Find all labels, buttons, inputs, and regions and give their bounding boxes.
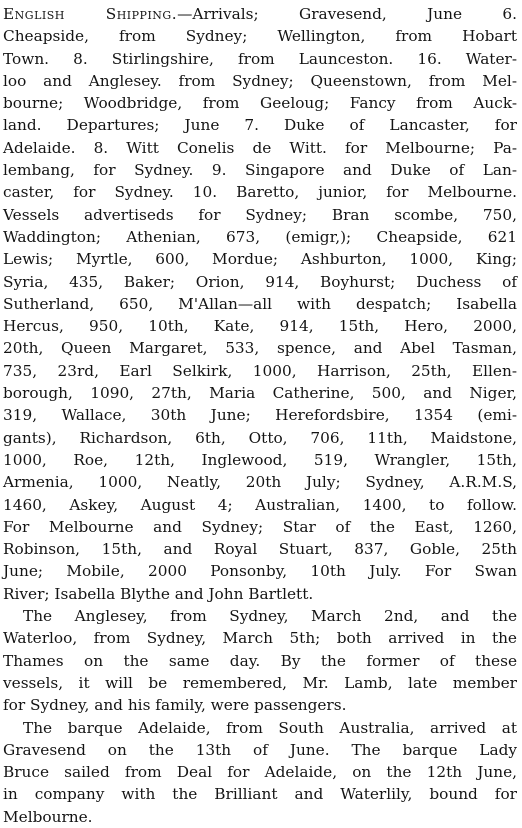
text-line: Gravesend on the 13th of June. The barque Lady	[3, 740, 517, 759]
text-line: land. Departures; June 7. Duke of Lancaster, for	[3, 116, 517, 135]
text-line: vessels, it will be remembered, Mr. Lamb, late member	[3, 673, 517, 692]
text-line: 319, Wallace, 30th June; Herefordsbire, 1354 (emi-	[3, 406, 517, 425]
text-line: loo and Anglesey. from Sydney; Queenstown, from Mel-	[3, 71, 517, 90]
text-line: Vessels advertiseds for Sydney; Bran scombe, 750,	[3, 205, 517, 224]
text-line: 1000, Roe, 12th, Inglewood, 519, Wrangler, 15th,	[3, 450, 517, 469]
text-line: Waddington; Athenian, 673, (emigr,); Cheapside, 621	[3, 227, 517, 246]
text-line: For Melbourne and Sydney; Star of the East, 1260,	[3, 517, 517, 536]
text-line: lembang, for Sydney. 9. Singapore and Duke of Lan-	[3, 161, 517, 180]
newspaper-column	[3, 3, 517, 828]
text-line: June; Mobile, 2000 Ponsonby, 10th July. For Swan	[3, 562, 517, 581]
text-line: River; Isabella Blythe and John Bartlett.	[3, 584, 314, 603]
text-line: Hercus, 950, 10th, Kate, 914, 15th, Hero, 2000,	[3, 317, 517, 336]
text-line: borough, 1090, 27th, Maria Catherine, 500, and Niger,	[3, 384, 517, 403]
text-line: Bruce sailed from Deal for Adelaide, on the 12th June,	[3, 763, 517, 782]
text-line: for Sydney, and his family, were passengers.	[3, 696, 347, 715]
text-line: 20th, Queen Margaret, 533, spence, and Abel Tasman,	[3, 339, 517, 358]
text-line: Robinson, 15th, and Royal Stuart, 837, Goble, 25th	[3, 540, 517, 559]
text-line: bourne; Woodbridge, from Geeloug; Fancy from Auck-	[3, 94, 517, 113]
text-line: Adelaide. 8. Witt Conelis de Witt. for Melbourne; Pa-	[3, 138, 517, 157]
text-line: 735, 23rd, Earl Selkirk, 1000, Harrison, 25th, Ellen-	[3, 361, 517, 380]
text-line: Armenia, 1000, Neatly, 20th July; Sydney, A.R.M.S,	[3, 473, 517, 492]
text-line: gants), Richardson, 6th, Otto, 706, 11th, Maidstone,	[3, 428, 517, 447]
text-line: The barque Adelaide, from South Australia, arrived at	[23, 718, 517, 737]
text-line: in company with the Brilliant and Waterlily, bound for	[3, 785, 517, 804]
text-line: The Anglesey, from Sydney, March 2nd, and the	[23, 607, 517, 626]
text-line: caster, for Sydney. 10. Baretto, junior, for Melbourne.	[3, 183, 517, 202]
text-line	[3, 3, 517, 25]
text-line: Thames on the same day. By the former of these	[3, 651, 517, 670]
paragraph-barque-adelaide	[3, 717, 517, 828]
text-line: Lewis; Myrtle, 600, Mordue; Ashburton, 1000, King;	[3, 250, 517, 269]
text-line: Cheapside, from Sydney; Wellington, from Hobart	[3, 27, 517, 46]
paragraph-english-shipping	[3, 3, 517, 605]
line-fragment: —Arrivals; Gravesend, June 6.	[177, 5, 517, 23]
text-line: Sutherland, 650, M'Allan—all with despatch; Isabella	[3, 294, 517, 313]
text-line: Town. 8. Stirlingshire, from Launceston. 16. Water-	[3, 49, 517, 68]
paragraph-anglesey	[3, 605, 517, 716]
text-line: Waterloo, from Sydney, March 5th; both arrived in the	[3, 629, 517, 648]
text-line: 1460, Askey, August 4; Australian, 1400, to follow.	[3, 495, 517, 514]
text-line: Syria, 435, Baker; Orion, 914, Boyhurst; Duchess of	[3, 272, 517, 291]
section-heading: English Shipping.	[3, 5, 178, 23]
text-line: Melbourne.	[3, 807, 93, 826]
